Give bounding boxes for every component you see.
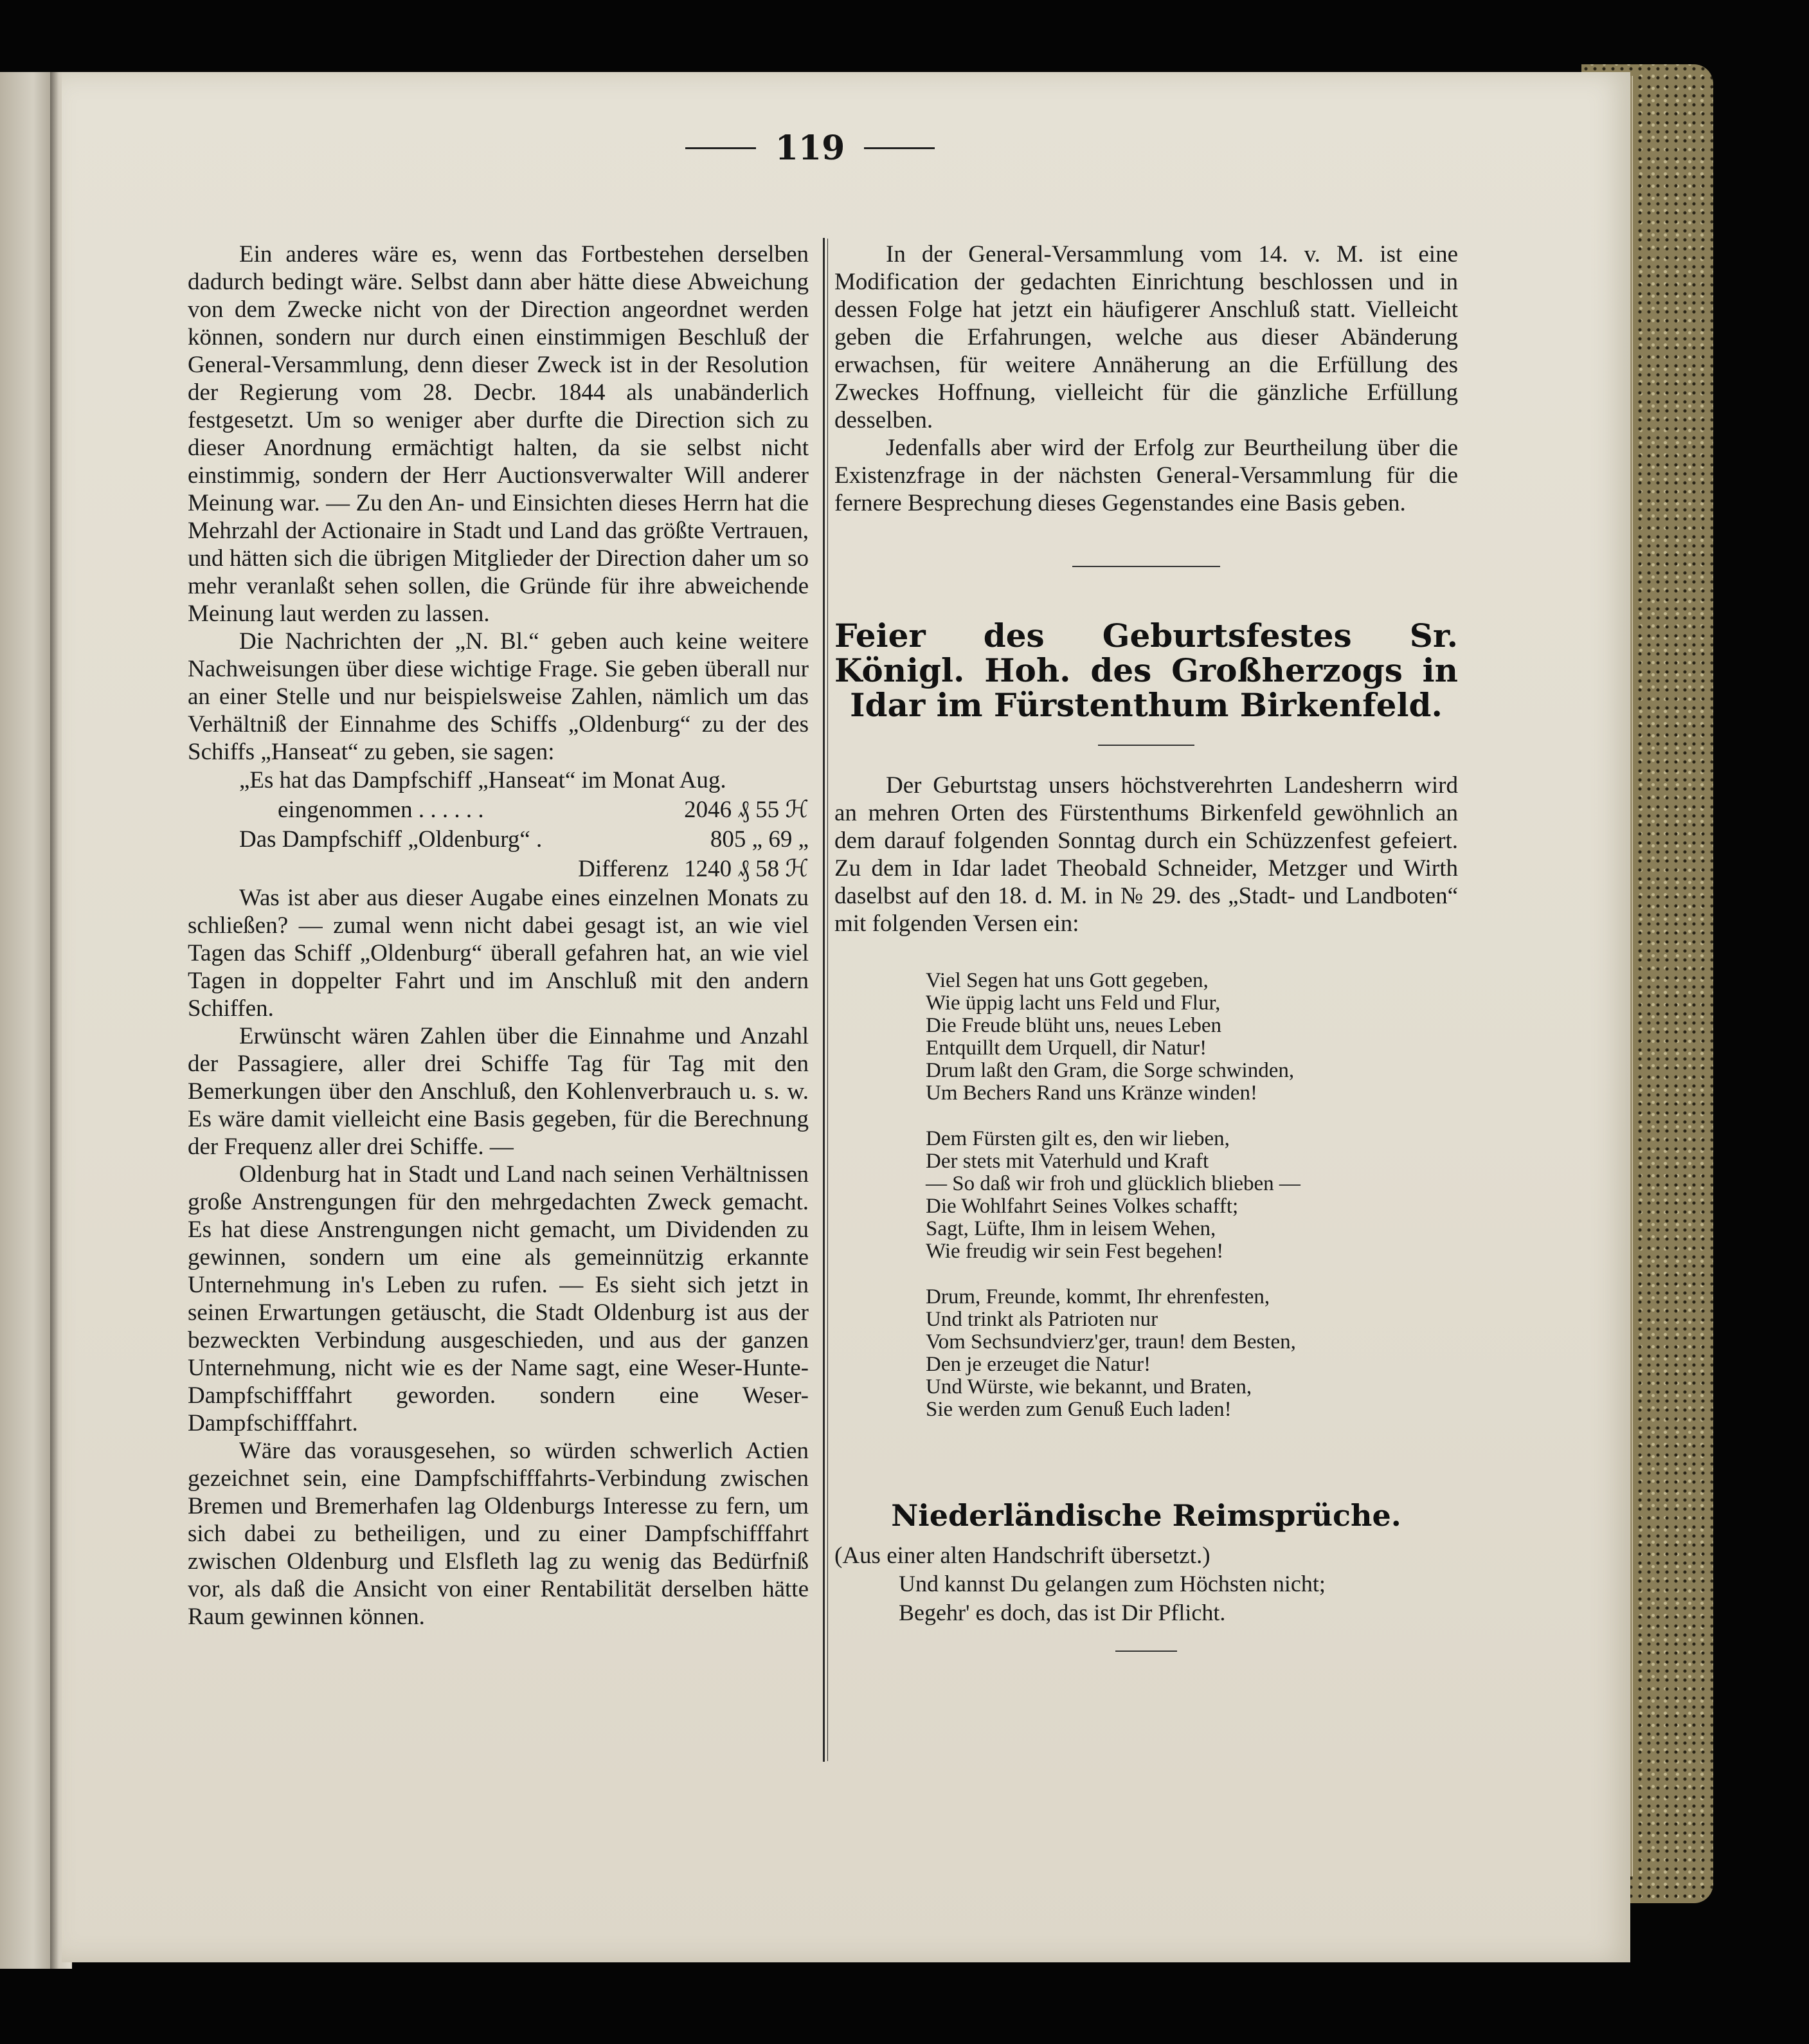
- poem-line: Wie üppig lacht uns Feld und Flur,: [926, 991, 1221, 1015]
- header-rule-left: [685, 147, 756, 149]
- page-number: 119: [775, 128, 845, 168]
- table-cell: 1240 ₰ 58 ℋ: [684, 856, 809, 882]
- poem-line: Dem Fürsten gilt es, den wir lieben,: [926, 1127, 1230, 1150]
- poem-line: Sie werden zum Genuß Euch laden!: [926, 1398, 1232, 1421]
- revenue-table: [188, 766, 809, 884]
- paragraph: Die Nachrichten der „N. Bl.“ geben auch keine weitere Nachweisungen über diese wichtige Frage. Sie geben überall nur an einer Stelle und nur beispielsweise Zahlen, nämlich um das Verhältniß der Einnahme des Schiffs „Oldenburg“ zu der des Schiffs „Hanseat“ zu geben, sie sagen:: [188, 628, 809, 765]
- paragraph: Was ist aber aus dieser Augabe eines einzelnen Monats zu schließen? — zumal wenn nicht dabei gesagt ist, an wie viel Tagen das Schiff „Oldenburg“ überall gefahren hat, an wie viel Tagen in doppelter Fahrt und im Anschluß mit den andern Schiffen.: [188, 885, 809, 1022]
- couplet-line: Begehr' es doch, das ist Dir Pflicht.: [899, 1600, 1226, 1625]
- poem-line: Um Bechers Rand uns Kränze winden!: [926, 1081, 1257, 1105]
- poem-line: Sagt, Lüfte, Ihm in leisem Wehen,: [926, 1217, 1216, 1240]
- poem-stanza: [926, 970, 1458, 1105]
- paragraph: Oldenburg hat in Stadt und Land nach seinen Verhältnissen große Anstrengungen für den mehrgedachten Zweck gemacht. Es hat diese Anstrengungen nicht gemacht, um Dividenden zu gewinnen, sondern um eine als gemeinnützig erkannte Unternehmung in's Leben zu rufen. — Es sieht sich jetzt in seinen Erwartungen getäuscht, die Stadt Oldenburg ist aus der bezweckten Verbindung ausgeschieden, und aus der ganzen Unternehmung, nicht wie es der Name sagt, eine Weser-Hunte-Dampfschifffahrt geworden. sondern eine Weser-Dampfschifffahrt.: [188, 1161, 809, 1436]
- poem-line: Vom Sechsundvierz'ger, traun! dem Besten,: [926, 1330, 1296, 1353]
- article-headline-2: Niederländische Reimsprüche.: [891, 1498, 1401, 1533]
- table-cell: eingenommen . . . . . .: [278, 797, 484, 823]
- poem-stanza: [926, 1128, 1458, 1263]
- poem-line: Drum laßt den Gram, die Sorge schwinden,: [926, 1059, 1295, 1082]
- paragraph: Der Geburtstag unsers höchstverehrten Landesherrn wird an mehren Orten des Fürstenthums Birkenfeld gewöhnlich an dem darauf folgenden Sonntag durch ein Schüzzenfest gefeiert. Zu dem in Idar ladet Theobald Schneider, Metzger und Wirth daselbst auf den 18. d. M. in № 29. des „Stadt- und Landboten“ mit folgenden Versen ein:: [834, 772, 1458, 937]
- poem-line: Der stets mit Vaterhuld und Kraft: [926, 1150, 1209, 1173]
- closing-rule: [1115, 1651, 1177, 1652]
- table-cell: Das Dampfschiff „Oldenburg“ .: [239, 826, 543, 853]
- poem-line: Die Wohlfahrt Seines Volkes schafft;: [926, 1195, 1239, 1218]
- poem-line: Und trinkt als Patrioten nur: [926, 1308, 1158, 1331]
- poem-line: Drum, Freunde, kommt, Ihr ehrenfesten,: [926, 1285, 1270, 1308]
- table-cell: Differenz: [578, 856, 669, 882]
- headline-rule: [1098, 745, 1194, 746]
- couplet: [834, 1569, 1458, 1627]
- paragraph: Jedenfalls aber wird der Erfolg zur Beurtheilung über die Existenzfrage in der nächsten General-Versammlung für die fernere Besprechung dieses Gegenstandes eine Basis geben.: [834, 435, 1458, 516]
- column-divider: [823, 238, 825, 1762]
- header-rule-right: [864, 147, 935, 149]
- paragraph: Erwünscht wären Zahlen über die Einnahme und Anzahl der Passagiere, aller drei Schiffe Tag für Tag mit den Bemerkungen über den Anschluß, den Kohlenverbrauch u. s. w. Es wäre damit vielleicht eine Basis gegeben, für die Berechnung der Frequenz aller drei Schiffe. —: [188, 1023, 809, 1160]
- paragraph: Wäre das vorausgesehen, so würden schwerlich Actien gezeichnet sein, eine Dampfschifffahrts-Verbindung zwischen Bremen und Bremerhafen lag Oldenburgs Interesse zu fern, um sich dabei zu betheiligen, und zu einer Dampfschifffahrt zwischen Oldenburg und Elsfleth lag zu wenig das Bedürfniß vor, als daß die Ansicht von einer Rentabilität derselben hätte Raum gewinnen können.: [188, 1438, 809, 1630]
- section-separator: [1072, 566, 1220, 567]
- page-header: [643, 122, 977, 174]
- paragraph: Ein anderes wäre es, wenn das Fortbestehen derselben dadurch bedingt wäre. Selbst dann aber hätte diese Abweichung von dem Zwecke nicht von der Direction angeordnet werden können, sondern nur durch einen einstimmigen Beschluß der General-Versammlung, denn dieser Zweck ist in der Resolution der Regierung vom 28. Decbr. 1844 als unabänderlich festgesetzt. Um so weniger aber durfte die Direction sich zu dieser Anordnung ermächtigt halten, da sie selbst nicht einstimmig, sondern der Herr Auctionsverwalter Will anderer Meinung war. — Zu den An- und Einsichten dieses Herrn hat die Mehrzahl der Actionaire in Stadt und Land das größte Vertrauen, und hätten sich die übrigen Mitglieder der Direction daher um so mehr veranlaßt sehen sollen, die Gründe für ihre abweichende Meinung laut werden zu lassen.: [188, 241, 809, 627]
- table-row: [188, 855, 809, 884]
- poem-line: Wie freudig wir sein Fest begehen!: [926, 1240, 1224, 1263]
- article-headline: Feier des Geburtsfestes Sr. Königl. Hoh. des Großherzogs in Idar im Fürstenthum Birkenfeld.: [834, 617, 1458, 724]
- article-subnote: (Aus einer alten Handschrift übersetzt.): [834, 1542, 1210, 1569]
- poem: [926, 970, 1458, 1421]
- table-cell: „Es hat das Dampfschiff „Hanseat“ im Monat Aug.: [239, 767, 726, 793]
- poem-line: Und Würste, wie bekannt, und Braten,: [926, 1375, 1252, 1398]
- table-cell: 2046 ₰ 55 ℋ: [684, 797, 809, 823]
- couplet-line: Und kannst Du gelangen zum Höchsten nicht;: [899, 1571, 1326, 1596]
- facing-page-edge: [0, 72, 55, 1969]
- poem-line: Die Freude blüht uns, neues Leben: [926, 1014, 1222, 1037]
- right-column: [834, 240, 1458, 1652]
- poem-line: Viel Segen hat uns Gott gegeben,: [926, 969, 1209, 992]
- table-row: [188, 766, 809, 795]
- poem-line: Entquillt dem Urquell, dir Natur!: [926, 1036, 1207, 1060]
- poem-line: Den je erzeuget die Natur!: [926, 1353, 1151, 1376]
- poem-stanza: [926, 1286, 1458, 1421]
- table-cell: 805 „ 69 „: [710, 826, 809, 853]
- poem-line: — So daß wir froh und glücklich blieben —: [926, 1172, 1300, 1195]
- table-row: [188, 795, 809, 825]
- table-row: [188, 825, 809, 855]
- left-column: [188, 240, 809, 1631]
- paragraph: In der General-Versammlung vom 14. v. M. ist eine Modification der gedachten Einrichtung beschlossen und in dessen Folge hat jetzt ein häufigerer Anschluß statt. Vielleicht geben die Erfahrungen, welche aus dieser Abänderung erwachsen, für weitere Annäherung an die Erfüllung des Zweckes Hoffnung, vielleicht für die gänzliche Erfüllung desselben.: [834, 241, 1458, 433]
